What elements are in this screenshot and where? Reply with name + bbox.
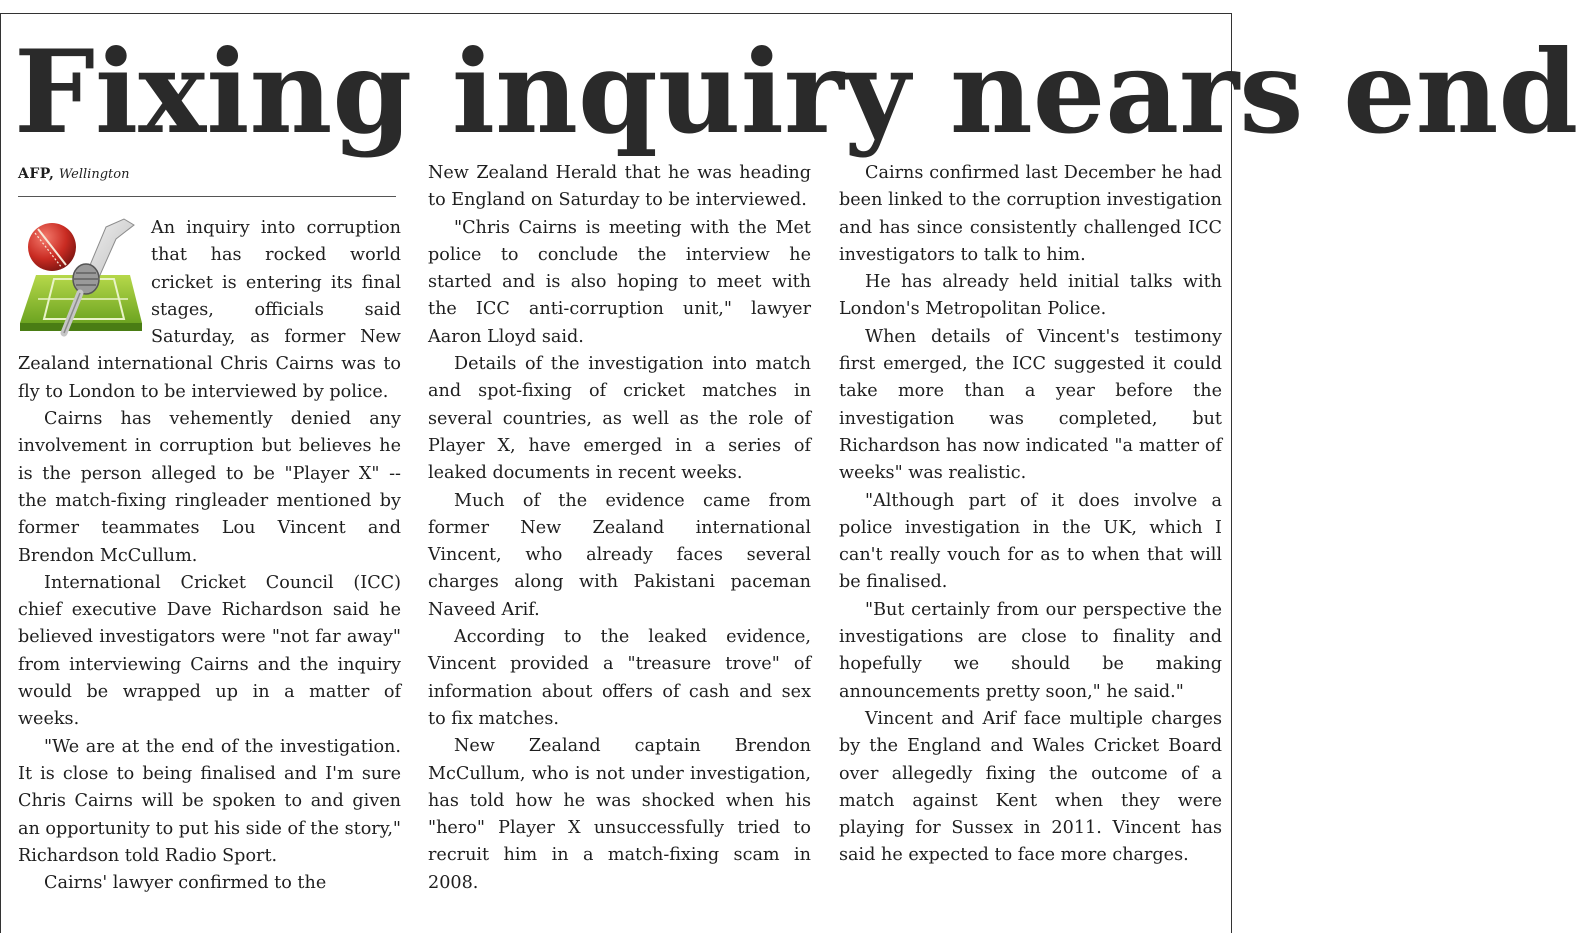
article-column-1 (18, 162, 401, 922)
paragraph: Much of the evidence came from former New Zealand international Vincent, who already faces several charges along with Pakistani paceman Naveed Arif. (428, 490, 811, 620)
paragraph: "But certainly from our perspective the investigations are close to finality and hopefully we should be making announcements pretty soon," he said." (839, 599, 1222, 702)
headline: Fixing inquiry nears end (14, 25, 1578, 159)
paragraph: Cairns confirmed last December he had been linked to the corruption investigation and has since consistently challenged ICC investigators to talk to him. (839, 163, 1222, 265)
paragraph: Vincent and Arif face multiple charges by the England and Wales Cricket Board over allegedly fixing the outcome of a match against Kent when they were playing for Sussex in 2011. Vincent has said he expected to face more charges. (839, 708, 1222, 866)
paragraph: Cairns' lawyer confirmed to the (44, 873, 327, 894)
paragraph: "Chris Cairns is meeting with the Met police to conclude the interview he started and is also hoping to meet with the ICC anti-corruption unit," lawyer Aaron Lloyd said. (428, 217, 811, 347)
article-column-3 (839, 160, 1222, 920)
paragraph: "Although part of it does involve a police investigation in the UK, which I can't really vouch for as to when that will be finalised. (839, 490, 1222, 593)
paragraph: He has already held initial talks with London's Metropolitan Police. (839, 272, 1222, 320)
byline-divider (18, 196, 396, 197)
paragraph: New Zealand captain Brendon McCullum, who is not under investigation, has told how he was shocked when his "hero" Player X unsuccessfully tried to recruit him in a match-fixing scam in 2008. (428, 736, 811, 893)
article-column-2 (428, 160, 811, 920)
paragraph: "We are at the end of the investigation. It is close to being finalised and I'm sure Chris Cairns will be spoken to and given an opportunity to put his side of the story," Richardson told Radio Sport. (18, 736, 401, 866)
paragraph: Cairns has vehemently denied any involvement in corruption but believes he is the person alleged to be "Player X" -- the match-fixing ringleader mentioned by former teammates Lou Vincent and Brendon McCullum. (18, 409, 401, 566)
paragraph: Details of the investigation into match and spot-fixing of cricket matches in several countries, as well as the role of Player X, have emerged in a series of leaked documents in recent weeks. (428, 354, 811, 484)
paragraph: New Zealand Herald that he was heading to England on Saturday to be interviewed. (428, 163, 811, 211)
cricket-ball-microphone-icon (18, 219, 143, 337)
paragraph: International Cricket Council (ICC) chief executive Dave Richardson said he believed investigators were "not far away" from interviewing Cairns and the inquiry would be wrapped up in a matter of weeks. (18, 572, 401, 730)
byline-place: Wellington (58, 167, 130, 182)
byline (18, 162, 401, 186)
paragraph: According to the leaked evidence, Vincent provided a "treasure trove" of information about offers of cash and sex to fix matches. (428, 627, 811, 729)
paragraph: When details of Vincent's testimony first emerged, the ICC suggested it could take more than a year before the investigation was completed, but Richardson has now indicated "a matter of weeks" was realistic. (839, 326, 1222, 484)
paragraph: An inquiry into corruption that has rocked world cricket is entering its final stages, officials said Saturday, as former New Zealand international Chris Cairns was to fly to London to be interviewed by police. (18, 218, 401, 402)
byline-agency: AFP, (18, 166, 55, 182)
